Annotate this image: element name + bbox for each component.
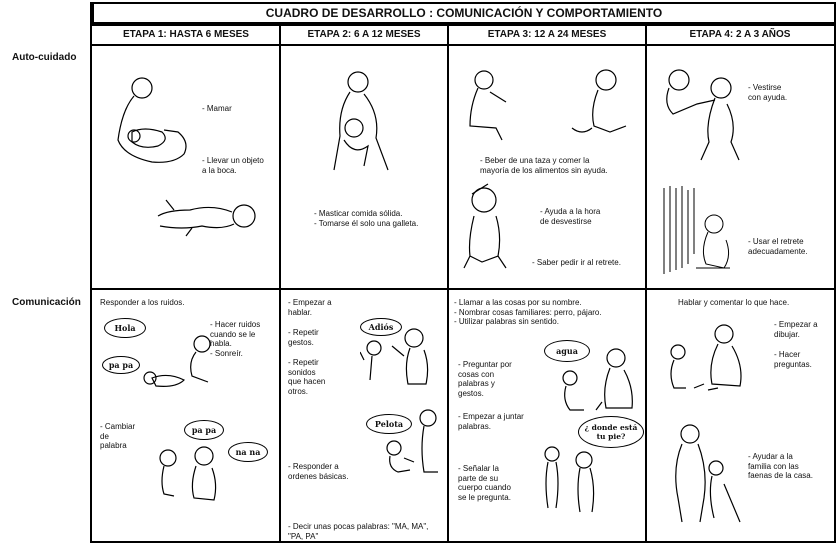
text-beber-taza: - Beber de una taza y comer la mayoría de los alimentos sin ayuda. — [480, 156, 608, 175]
text-desvestirse: - Ayuda a la hora de desvestirse — [540, 207, 601, 226]
text-empezar-dibujar: - Empezar a dibujar. — [774, 320, 818, 339]
child-using-toilet-illustration — [660, 184, 740, 276]
speech-bubble: Hola — [104, 318, 146, 338]
speech-bubble: Adiós — [360, 318, 402, 336]
text-cambiar-palabra: - Cambiar de palabra — [100, 422, 136, 450]
column-header-etapa1: ETAPA 1: HASTA 6 MESES — [92, 26, 280, 46]
chart-title: CUADRO DE DESARROLLO : COMUNICACIÓN Y COMPORTAMIENTO — [90, 2, 836, 24]
text-senalar-cuerpo: - Señalar la parte de su cuerpo cuando se le pregunta. — [458, 464, 511, 502]
text-decir-palabras: - Decir unas pocas palabras: "MA, MA", "PA, PA" — [288, 522, 429, 541]
speech-bubble: Pelota — [366, 414, 412, 434]
child-asking-water-illustration — [556, 344, 640, 414]
waving-goodbye-illustration — [360, 326, 440, 386]
child-drawing-illustration — [664, 322, 764, 394]
text-llamar-cosas: - Llamar a las cosas por su nombre. - Nombrar cosas familiares: perro, pájaro. - Utilizar palabras sin sentido. — [454, 298, 602, 326]
column-header-etapa3: ETAPA 3: 12 A 24 MESES — [448, 26, 646, 46]
text-hacer-ruidos: - Hacer ruidos cuando se le habla. - Sonreír. — [210, 320, 261, 358]
speech-bubble: na na — [228, 442, 268, 462]
mother-talking-to-baby-illustration — [132, 332, 222, 392]
text-preguntar: - Preguntar por cosas con palabras y gestos. — [458, 360, 512, 398]
row-label-comunicacion: Comunicación — [12, 297, 81, 308]
children-talking-illustration — [154, 438, 224, 508]
text-vestirse: - Vestirse con ayuda. — [748, 83, 788, 102]
text-llevar-objeto: - Llevar un objeto a la boca. — [202, 156, 264, 175]
children-eating-illustration — [460, 66, 630, 146]
child-with-ball-illustration — [380, 408, 442, 478]
text-hablar-comentar: Hablar y comentar lo que hace. — [678, 298, 790, 307]
text-masticar: - Masticar comida sólida. - Tomarse él solo una galleta. — [314, 209, 419, 228]
column-header-etapa2: ETAPA 2: 6 A 12 MESES — [280, 26, 448, 46]
row-label-autocuidado: Auto-cuidado — [12, 52, 77, 63]
column-divider — [447, 26, 449, 541]
baby-lying-illustration — [152, 196, 262, 240]
text-pedir-retrete: - Saber pedir ir al retrete. — [532, 258, 621, 267]
text-mamar: - Mamar — [202, 104, 232, 113]
text-hacer-preguntas: - Hacer preguntas. — [774, 350, 812, 369]
text-juntar-palabras: - Empezar a juntar palabras. — [458, 412, 524, 431]
column-header-etapa4: ETAPA 4: 2 A 3 AÑOS — [646, 26, 834, 46]
child-undressing-illustration — [458, 176, 514, 276]
text-repetir-sonidos: - Repetir sonidos que hacen otros. — [288, 358, 326, 396]
speech-bubble: agua — [544, 340, 590, 362]
speech-bubble: pa pa — [102, 356, 140, 374]
speech-bubble: pa pa — [184, 420, 224, 440]
mother-breastfeeding-illustration — [104, 70, 194, 170]
child-dressing-with-help-illustration — [657, 64, 747, 164]
row-divider — [92, 288, 834, 290]
text-usar-retrete: - Usar el retrete adecuadamente. — [748, 237, 808, 256]
column-divider — [279, 26, 281, 541]
text-responder-ruidos: Responder a los ruidos. — [100, 298, 185, 307]
speech-bubble: ¿ donde está tu pie? — [578, 416, 644, 448]
text-empezar-hablar: - Empezar a hablar. — [288, 298, 332, 317]
text-ayudar-familia: - Ayudar a la familia con las faenas de la casa. — [748, 452, 813, 480]
children-pointing-body-illustration — [540, 438, 620, 518]
child-with-caregiver-illustration — [314, 66, 394, 186]
text-responder-ordenes: - Responder a ordenes básicas. — [288, 462, 349, 481]
development-table — [90, 24, 836, 543]
child-helping-chores-illustration — [668, 418, 746, 528]
column-divider — [645, 26, 647, 541]
text-repetir-gestos: - Repetir gestos. — [288, 328, 319, 347]
